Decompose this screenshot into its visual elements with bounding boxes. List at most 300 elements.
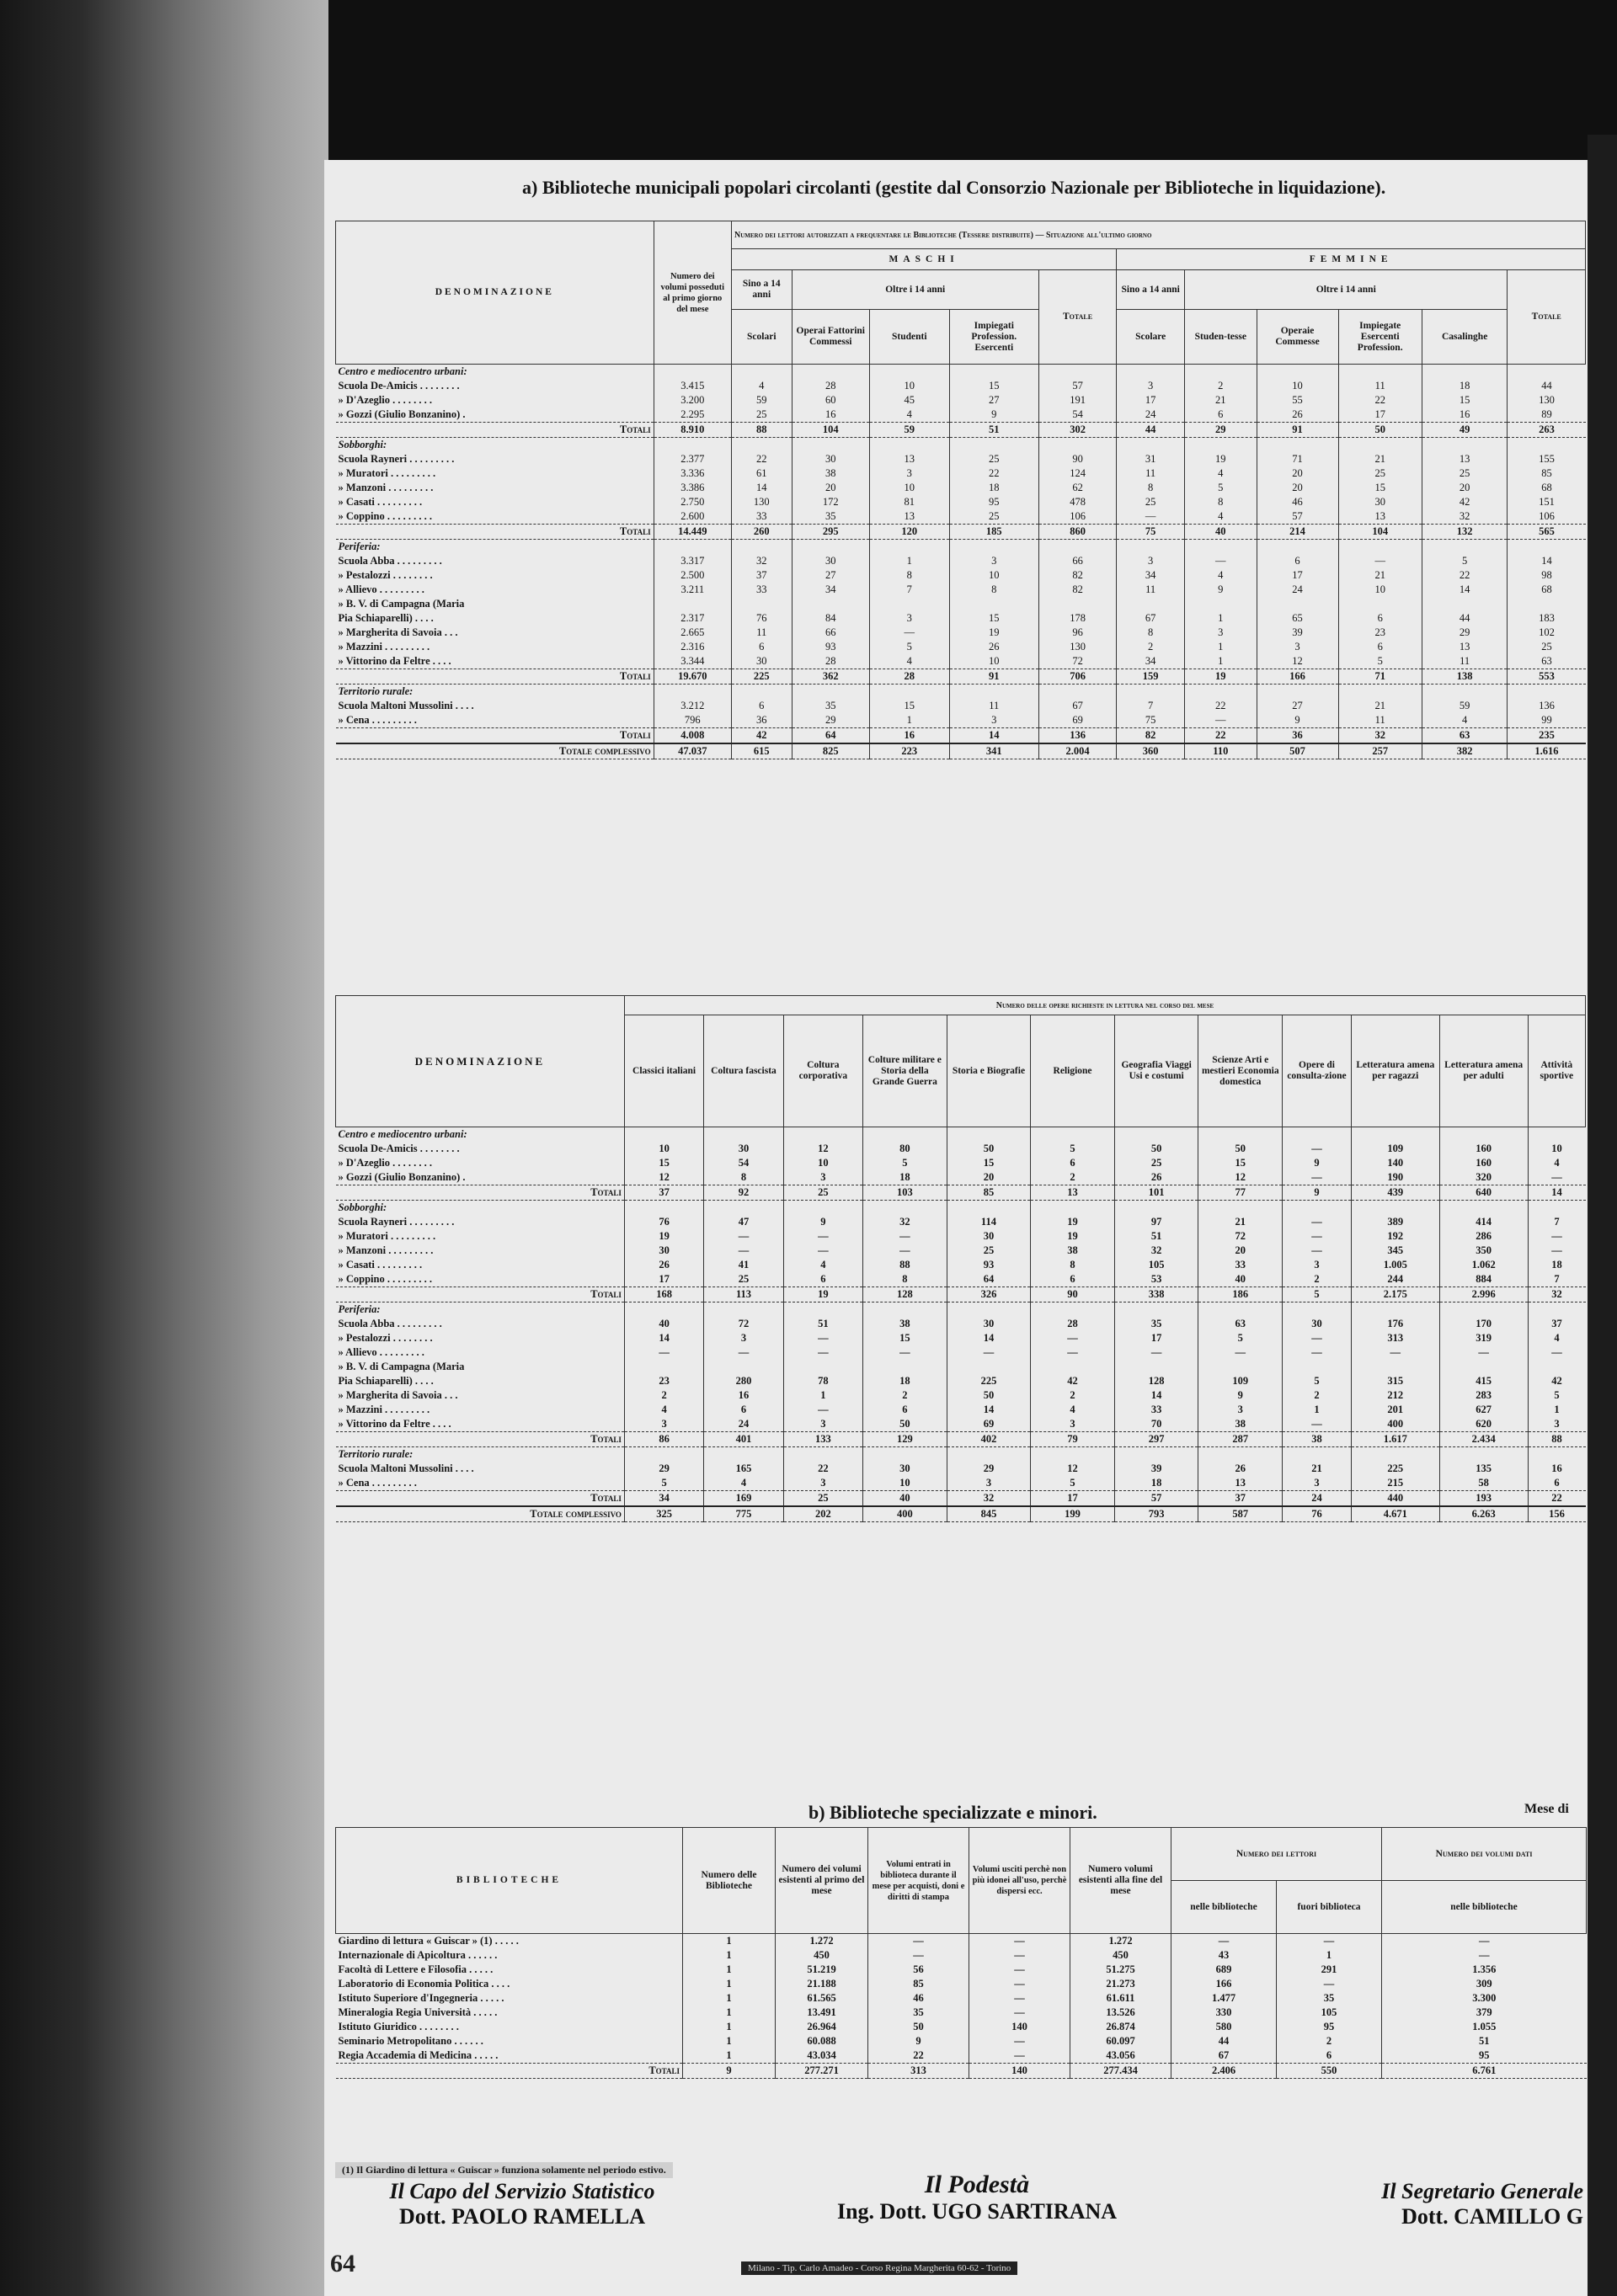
cell-value: — (1283, 1170, 1352, 1185)
cell-value: 85 (1508, 466, 1586, 481)
cell-value: 58 (1439, 1476, 1528, 1491)
total-row (336, 423, 1586, 438)
cell-value: 140 (969, 2020, 1070, 2034)
cell-value: 38 (792, 466, 869, 481)
cell-value (1257, 365, 1338, 380)
cell-value: 17 (624, 1272, 703, 1287)
section-row (336, 365, 1586, 380)
cell-value (1117, 438, 1185, 453)
cell-value: 104 (792, 423, 869, 438)
cell-value: 12 (783, 1142, 862, 1156)
cell-value: 587 (1198, 1506, 1283, 1522)
cell-value: 16 (1422, 408, 1508, 423)
col-classici: Classici italiani (624, 1015, 703, 1127)
cell-value: 46 (1257, 495, 1338, 509)
cell-value (863, 1302, 947, 1318)
cell-value: 22 (783, 1462, 862, 1476)
t3-col-vol-fine: Numero volumi esistenti alla fine del mese (1070, 1828, 1171, 1934)
cell-value: 23 (624, 1374, 703, 1388)
cell-value: 4 (1185, 568, 1257, 583)
cell-value: 302 (1038, 423, 1116, 438)
table-row (336, 1388, 1586, 1403)
cell-value (1528, 1447, 1585, 1462)
table-row (336, 1317, 1586, 1331)
cell-value: 104 (1338, 525, 1422, 540)
section-label: Centro e mediocentro urbani: (338, 365, 467, 377)
row-label: Scuola Rayneri . . . . . . . . . (338, 453, 455, 465)
cell-value: 2 (1031, 1388, 1115, 1403)
cell-value: 1 (683, 2006, 776, 2020)
t2-col-denominazione: DENOMINAZIONE (336, 996, 625, 1127)
cell-value (1038, 685, 1116, 700)
cell-value: 10 (1257, 379, 1338, 393)
cell-value: 169 (704, 1491, 783, 1507)
cell-value (624, 1360, 703, 1374)
section-row (336, 1447, 1586, 1462)
table-row (336, 1403, 1586, 1417)
cell-value: 24 (1257, 583, 1338, 597)
row-label: » D'Azeglio . . . . . . . . (338, 394, 432, 406)
cell-value (949, 685, 1038, 700)
cell-value: 51 (1382, 2034, 1587, 2048)
cell-value: 21 (1338, 699, 1422, 713)
table-row (336, 1258, 1586, 1272)
cell-value: 140 (1351, 1156, 1439, 1170)
cell-value: 615 (731, 743, 792, 759)
cell-value: 136 (1038, 728, 1116, 744)
cell-value: 3 (1117, 554, 1185, 568)
row-label: Totali (336, 2064, 683, 2079)
cell-value (1185, 685, 1257, 700)
signature-center-role: Il Podestà (924, 2171, 1030, 2198)
cell-value: 12 (624, 1170, 703, 1185)
cell-value: 2 (1283, 1272, 1352, 1287)
cell-value (624, 1302, 703, 1318)
cell-value: 13 (1422, 640, 1508, 654)
cell-value: — (1528, 1244, 1585, 1258)
section-row (336, 1201, 1586, 1216)
cell-value (1038, 438, 1116, 453)
cell-value: 44 (1117, 423, 1185, 438)
cell-value: 440 (1351, 1491, 1439, 1507)
cell-value: 76 (624, 1215, 703, 1229)
cell-value: 160 (1439, 1156, 1528, 1170)
cell-value: 235 (1508, 728, 1586, 744)
cell-value: 1 (683, 2034, 776, 2048)
cell-value: 8 (1117, 481, 1185, 495)
cell-value: — (868, 1948, 969, 1963)
cell-value: — (783, 1331, 862, 1345)
cell-value: 25 (783, 1491, 862, 1507)
cell-value: 845 (947, 1506, 1031, 1522)
cell-value: 277.434 (1070, 2064, 1171, 2079)
cell-value: 35 (792, 509, 869, 525)
cell-value: 59 (1422, 699, 1508, 713)
cell-value (1283, 1201, 1352, 1216)
cell-value: 90 (1031, 1287, 1115, 1302)
cell-value: 6 (731, 699, 792, 713)
cell-value: 14 (1114, 1388, 1198, 1403)
cell-value: 10 (863, 1476, 947, 1491)
row-label: » Allievo . . . . . . . . . (338, 1346, 424, 1358)
row-label: » B. V. di Campagna (Maria (338, 1361, 465, 1372)
cell-value: 19 (1185, 669, 1257, 685)
cell-value: 34 (1117, 654, 1185, 669)
cell-value: 15 (624, 1156, 703, 1170)
row-label: Istituto Giuridico . . . . . . . . (338, 2021, 459, 2032)
cell-value: 1.272 (1070, 1934, 1171, 1949)
cell-value: 2.317 (654, 611, 731, 626)
cell-value: 156 (1528, 1506, 1585, 1522)
t3-col-fuori: fuori biblioteca (1277, 1881, 1382, 1934)
cell-value: 14 (949, 728, 1038, 744)
cell-value (704, 1360, 783, 1374)
cell-value: 77 (1198, 1185, 1283, 1201)
cell-value: 92 (704, 1185, 783, 1201)
cell-value: 168 (624, 1287, 703, 1302)
cell-value: 15 (863, 1331, 947, 1345)
cell-value: 3 (949, 713, 1038, 728)
cell-value: 32 (863, 1215, 947, 1229)
row-label: Totali (336, 1491, 625, 1507)
cell-value: 64 (792, 728, 869, 744)
cell-value (783, 1127, 862, 1143)
cell-value: 1.005 (1351, 1258, 1439, 1272)
cell-value: 17 (1257, 568, 1338, 583)
cell-value: 330 (1171, 2006, 1277, 2020)
cell-value: 28 (792, 654, 869, 669)
cell-value: 3.212 (654, 699, 731, 713)
cell-value: 8 (1185, 495, 1257, 509)
cell-value: 21 (1185, 393, 1257, 408)
cell-value (863, 1447, 947, 1462)
cell-value (731, 540, 792, 555)
cell-value: — (783, 1244, 862, 1258)
cell-value: 5 (1422, 554, 1508, 568)
cell-value: 2 (863, 1388, 947, 1403)
cell-value: 130 (1508, 393, 1586, 408)
cell-value (1198, 1127, 1283, 1143)
cell-value: 3 (1283, 1476, 1352, 1491)
col-coltura-fascista: Coltura fascista (704, 1015, 783, 1127)
total-row (336, 743, 1586, 759)
cell-value: 60 (792, 393, 869, 408)
cell-value: 5 (1283, 1287, 1352, 1302)
cell-value (624, 1127, 703, 1143)
cell-value: 114 (947, 1215, 1031, 1229)
cell-value: 176 (1351, 1317, 1439, 1331)
cell-value: 50 (947, 1388, 1031, 1403)
cell-value: — (969, 1934, 1070, 1949)
col-impiegate: Impiegate Esercenti Profession. (1338, 310, 1422, 365)
cell-value: 42 (1422, 495, 1508, 509)
row-label: Facoltà di Lettere e Filosofia . . . . . (338, 1963, 494, 1975)
cell-value: 61.565 (776, 1991, 868, 2006)
col-operai: Operai Fattorini Commessi (792, 310, 869, 365)
cell-value: 1 (683, 2048, 776, 2064)
cell-value: 50 (1198, 1142, 1283, 1156)
cell-value (1338, 540, 1422, 555)
table-row (336, 1934, 1587, 1949)
cell-value: 10 (869, 379, 949, 393)
t3-col-num-biblioteche: Numero delle Biblioteche (683, 1828, 776, 1934)
row-label: Scuola Rayneri . . . . . . . . . (338, 1216, 455, 1228)
cell-value: 1 (783, 1388, 862, 1403)
row-label: » Vittorino da Feltre . . . . (338, 1418, 451, 1430)
cell-value: 202 (783, 1506, 862, 1522)
cell-value: 40 (1198, 1272, 1283, 1287)
cell-value (1185, 365, 1257, 380)
col-studentesse: Studen-tesse (1185, 310, 1257, 365)
section-label: Territorio rurale: (338, 1448, 414, 1460)
cell-value (783, 1302, 862, 1318)
cell-value: 620 (1439, 1417, 1528, 1432)
cell-value (1283, 1447, 1352, 1462)
cell-value: 75 (1117, 713, 1185, 728)
cell-value: 32 (1422, 509, 1508, 525)
row-label: » Vittorino da Feltre . . . . (338, 655, 451, 667)
cell-value: 215 (1351, 1476, 1439, 1491)
cell-value (1528, 1201, 1585, 1216)
cell-value: 33 (731, 583, 792, 597)
cell-value: 3 (783, 1417, 862, 1432)
cell-value: 15 (949, 611, 1038, 626)
cell-value: 12 (1257, 654, 1338, 669)
cell-value: 78 (783, 1374, 862, 1388)
cell-value: 796 (654, 713, 731, 728)
footnote: (1) Il Giardino di lettura « Guiscar » funziona solamente nel periodo estivo. (335, 2162, 673, 2178)
cell-value: 10 (949, 568, 1038, 583)
cell-value: 172 (792, 495, 869, 509)
cell-value: 15 (949, 379, 1038, 393)
cell-value: 389 (1351, 1215, 1439, 1229)
cell-value: — (1528, 1229, 1585, 1244)
title-b: b) Biblioteche specializzate e minori. (808, 1802, 1097, 1823)
cell-value: 400 (1351, 1417, 1439, 1432)
cell-value: 65 (1257, 611, 1338, 626)
cell-value (1338, 685, 1422, 700)
cell-value: 6 (1031, 1156, 1115, 1170)
cell-value: 66 (1038, 554, 1116, 568)
cell-value: 22 (1185, 728, 1257, 744)
col-volumes: Numero dei volumi posseduti al primo giorno del mese (654, 221, 731, 365)
row-label: » Mazzini . . . . . . . . . (338, 1404, 430, 1415)
t3-col-dati-nelle: nelle biblioteche (1382, 1881, 1587, 1934)
cell-value: 11 (1117, 466, 1185, 481)
cell-value: 42 (1528, 1374, 1585, 1388)
cell-value: 69 (947, 1417, 1031, 1432)
cell-value: 5 (1198, 1331, 1283, 1345)
cell-value: 43.034 (776, 2048, 868, 2064)
cell-value: — (863, 1229, 947, 1244)
cell-value: 165 (704, 1462, 783, 1476)
cell-value: 5 (1031, 1476, 1115, 1491)
row-label: » Pestalozzi . . . . . . . . (338, 569, 433, 581)
row-label: Seminario Metropolitano . . . . . . (338, 2035, 483, 2047)
cell-value (783, 1201, 862, 1216)
cell-value: 27 (1257, 699, 1338, 713)
cell-value: — (783, 1345, 862, 1360)
cell-value: 10 (783, 1156, 862, 1170)
cell-value (1528, 1302, 1585, 1318)
cell-value: 95 (1277, 2020, 1382, 2034)
m-oltre-14: Oltre i 14 anni (792, 270, 1038, 310)
cell-value: 17 (1031, 1491, 1115, 1507)
section-label: Sobborghi: (338, 1201, 387, 1213)
cell-value: 51.275 (1070, 1963, 1171, 1977)
cell-value: 6 (1338, 640, 1422, 654)
cell-value: — (1283, 1229, 1352, 1244)
cell-value: 31 (1117, 452, 1185, 466)
section-row (336, 540, 1586, 555)
cell-value (731, 597, 792, 611)
cell-value: 103 (863, 1185, 947, 1201)
cell-value (1439, 1447, 1528, 1462)
table-row (336, 1417, 1586, 1432)
cell-value: 19 (624, 1229, 703, 1244)
cell-value: 825 (792, 743, 869, 759)
col-lett-ragazzi: Letteratura amena per ragazzi (1351, 1015, 1439, 1127)
cell-value: 35 (1277, 1991, 1382, 2006)
cell-value: 4 (731, 379, 792, 393)
cell-value: 37 (624, 1185, 703, 1201)
cell-value: 35 (792, 699, 869, 713)
cell-value: 313 (868, 2064, 969, 2079)
cell-value: 26 (624, 1258, 703, 1272)
col-scolari: Scolari (731, 310, 792, 365)
cell-value: 225 (947, 1374, 1031, 1388)
cell-value: 75 (1117, 525, 1185, 540)
cell-value: 2.600 (654, 509, 731, 525)
cell-value: 136 (1508, 699, 1586, 713)
row-label: Regia Accademia di Medicina . . . . . (338, 2049, 499, 2061)
cell-value: — (1382, 1934, 1587, 1949)
cell-value: — (624, 1345, 703, 1360)
cell-value: 3.317 (654, 554, 731, 568)
cell-value: 25 (949, 452, 1038, 466)
cell-value: 25 (704, 1272, 783, 1287)
cell-value: 15 (1338, 481, 1422, 495)
cell-value: 32 (947, 1491, 1031, 1507)
cell-value: 42 (731, 728, 792, 744)
row-label: Pia Schiaparelli) . . . . (338, 612, 434, 624)
cell-value: 14 (624, 1331, 703, 1345)
cell-value (1257, 597, 1338, 611)
cell-value: 166 (1257, 669, 1338, 685)
cell-value: — (1185, 554, 1257, 568)
cell-value: 13 (1198, 1476, 1283, 1491)
cell-value: 11 (1117, 583, 1185, 597)
cell-value: 130 (731, 495, 792, 509)
cell-value: 8 (869, 568, 949, 583)
cell-value: 1.055 (1382, 2020, 1587, 2034)
cell-value (654, 365, 731, 380)
cell-value: 44 (1508, 379, 1586, 393)
cell-value: 12 (1198, 1170, 1283, 1185)
cell-value: 402 (947, 1432, 1031, 1447)
cell-value: 53 (1114, 1272, 1198, 1287)
cell-value: 286 (1439, 1229, 1528, 1244)
cell-value: 14 (731, 481, 792, 495)
cell-value: 14 (947, 1403, 1031, 1417)
cell-value: 11 (1338, 379, 1422, 393)
cell-value: 3 (1031, 1417, 1115, 1432)
cell-value: 15 (947, 1156, 1031, 1170)
table-row (336, 1345, 1586, 1360)
cell-value: 56 (868, 1963, 969, 1977)
cell-value: 37 (1528, 1317, 1585, 1331)
cell-value: 4 (624, 1403, 703, 1417)
cell-value: 109 (1351, 1142, 1439, 1156)
cell-value (624, 1447, 703, 1462)
cell-value: 27 (792, 568, 869, 583)
cell-value (1117, 685, 1185, 700)
col-denominazione: DENOMINAZIONE (336, 221, 654, 365)
col-coltura-militare: Colture militare e Storia della Grande Guerra (863, 1015, 947, 1127)
total-row (336, 1506, 1586, 1522)
row-label: Laboratorio di Economia Politica . . . . (338, 1978, 510, 1990)
cell-value: 5 (624, 1476, 703, 1491)
table-row (336, 1229, 1586, 1244)
cell-value (704, 1447, 783, 1462)
cell-value: 50 (863, 1417, 947, 1432)
cell-value: 178 (1038, 611, 1116, 626)
table-row (336, 1331, 1586, 1345)
cell-value: 313 (1351, 1331, 1439, 1345)
cell-value: 18 (1528, 1258, 1585, 1272)
cell-value: 38 (1031, 1244, 1115, 1258)
cell-value: 8 (1117, 626, 1185, 640)
cell-value: 6 (863, 1403, 947, 1417)
cell-value: 580 (1171, 2020, 1277, 2034)
cell-value: 257 (1338, 743, 1422, 759)
cell-value: 33 (1114, 1403, 1198, 1417)
cell-value: — (1283, 1417, 1352, 1432)
cell-value: 38 (863, 1317, 947, 1331)
table-row (336, 452, 1586, 466)
cell-value: 24 (704, 1417, 783, 1432)
col-storia: Storia e Biografie (947, 1015, 1031, 1127)
cell-value: 5 (1185, 481, 1257, 495)
cell-value: 326 (947, 1287, 1031, 1302)
cell-value: 10 (949, 654, 1038, 669)
col-religione: Religione (1031, 1015, 1115, 1127)
cell-value: 1.356 (1382, 1963, 1587, 1977)
cell-value: 130 (1038, 640, 1116, 654)
cell-value: 11 (949, 699, 1038, 713)
cell-value (731, 438, 792, 453)
cell-value: 19 (783, 1287, 862, 1302)
cell-value: 79 (1031, 1432, 1115, 1447)
cell-value: 68 (1508, 583, 1586, 597)
cell-value: 26 (949, 640, 1038, 654)
cell-value: 689 (1171, 1963, 1277, 1977)
cell-value: 244 (1351, 1272, 1439, 1287)
row-label: » Manzoni . . . . . . . . . (338, 1244, 434, 1256)
cell-value: 8 (1031, 1258, 1115, 1272)
cell-value: 2 (1277, 2034, 1382, 2048)
cell-value: 19 (1031, 1215, 1115, 1229)
cell-value: — (869, 626, 949, 640)
cell-value: 71 (1257, 452, 1338, 466)
row-label: » Cena . . . . . . . . . (338, 714, 417, 726)
cell-value (654, 540, 731, 555)
cell-value: 214 (1257, 525, 1338, 540)
cell-value (1257, 540, 1338, 555)
cell-value (1508, 438, 1586, 453)
cell-value: 35 (1114, 1317, 1198, 1331)
cell-value: — (1283, 1331, 1352, 1345)
